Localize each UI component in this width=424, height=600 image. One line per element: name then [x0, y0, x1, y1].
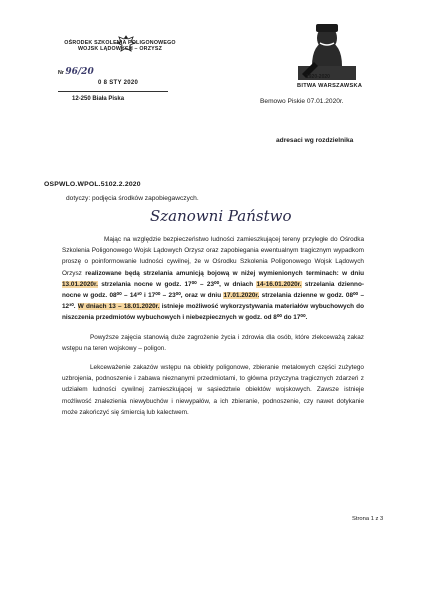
paragraph-1-lead: realizowane będą strzelania amunicją bojową w niżej wymienionych terminach: w dniu [85, 269, 365, 277]
paragraph-2: Powyższe zajęcia stanowią duże zagrożenie życia i zdrowia dla osób, które zlekceważą zakaz wstępu na teren wojskowy – poligon. [62, 333, 364, 352]
stamp-line-1: OŚRODEK SZKOLENIA POLIGONOWEGO [64, 40, 176, 46]
portrait-logo-icon [292, 18, 362, 92]
date-highlight-1: 13.01.2020r. [62, 280, 98, 288]
place-and-date: Bemowo Piskie 07.01.2020r. [260, 98, 344, 105]
paragraph-spacer [62, 324, 364, 332]
paragraph-1-part-g: istnieje możliwość wykorzystywania materiałów wybuchowych do niszczenia przedmiotów wybuchowych i niebezpiecznych w godz. od 8⁰⁰ do 17⁰⁰. [62, 303, 364, 322]
date-highlight-2: 14-16.01.2020r. [256, 280, 302, 288]
stamp-line-2: WOJSK LĄDOWYCH – ORZYSZ [77, 46, 163, 53]
stamp-number-label: Nr [58, 70, 64, 76]
stamp-city: 12-250 Biała Piska [72, 96, 125, 102]
paragraph-1-part-f: strzelania dzienne w godz. 08⁰⁰ – 12³⁰. [62, 292, 364, 311]
date-highlight-3: 17.01.2020r. [223, 292, 260, 300]
stamp-date: 0 8 STY 2020 [98, 80, 139, 86]
paragraph-3: Lekceważenie zakazów wstępu na obiekty poligonowe, zbieranie metalowych części zużytego uzbrojenia, podnoszenie i zabawa nieznanymi przedmiotami, to główna przyczyna tragicznych zdarzeń z udziałem ludności cywilnej zamieszkującej w sąsiedztwie obiektów wojskowych. Zawsze istnieje możliwość znalezienia niewybuchów i niewypałów, a ich zbieranie, podnoszenie, czy nawet dotykanie może zakończyć się śmiercią lub kalectwem. [62, 364, 364, 416]
logo-years: 1920-2020 [306, 74, 330, 80]
stamp-divider [58, 91, 168, 92]
paragraph-1-part-c: strzelania nocne w godz. 17⁰⁰ – 23⁰⁰, w dniach [97, 280, 257, 288]
handwritten-salutation-text: Szanowni Państwo [150, 207, 292, 225]
letter-body [62, 234, 364, 418]
stamp-number [58, 67, 94, 77]
paragraph-spacer [62, 354, 364, 362]
paragraph-1 [62, 234, 364, 324]
handwritten-salutation [148, 203, 304, 229]
office-stamp [58, 40, 182, 53]
date-highlight-4: W dniach 13 – 18.01.2020r. [77, 303, 160, 311]
stamp-number-value: 96/20 [65, 67, 94, 77]
reference-number: OSPWLO.WPOL.5102.2.2020 [44, 181, 141, 188]
paragraph-1-intro: Mając na względzie bezpieczeństwo ludności zamieszkującej tereny przyległe do Ośrodka Szkolenia Poligonowego Wojsk Lądowych Orzysz oraz zapobiegania ewentualnym tragicznym wypadkom proszę o poinformowanie ludności cywilnej, że w Ośrodku Szkolenia Poligonowego Wojsk Lądowych Orzysz [62, 236, 364, 277]
page-number: Strona 1 z 3 [352, 516, 384, 522]
addressees-line: adresaci wg rozdzielnika [276, 137, 354, 144]
paragraph-1-part-e: strzelania dzienno-nocne w godz. 08⁰⁰ – 14³⁰ i 17⁰⁰ – 23⁰⁰, oraz w dniu [62, 280, 364, 300]
logo-caption: BITWA WARSZAWSKA [297, 83, 363, 89]
subject-line: dotyczy: podjęcia środków zapobiegawczych. [66, 195, 199, 202]
